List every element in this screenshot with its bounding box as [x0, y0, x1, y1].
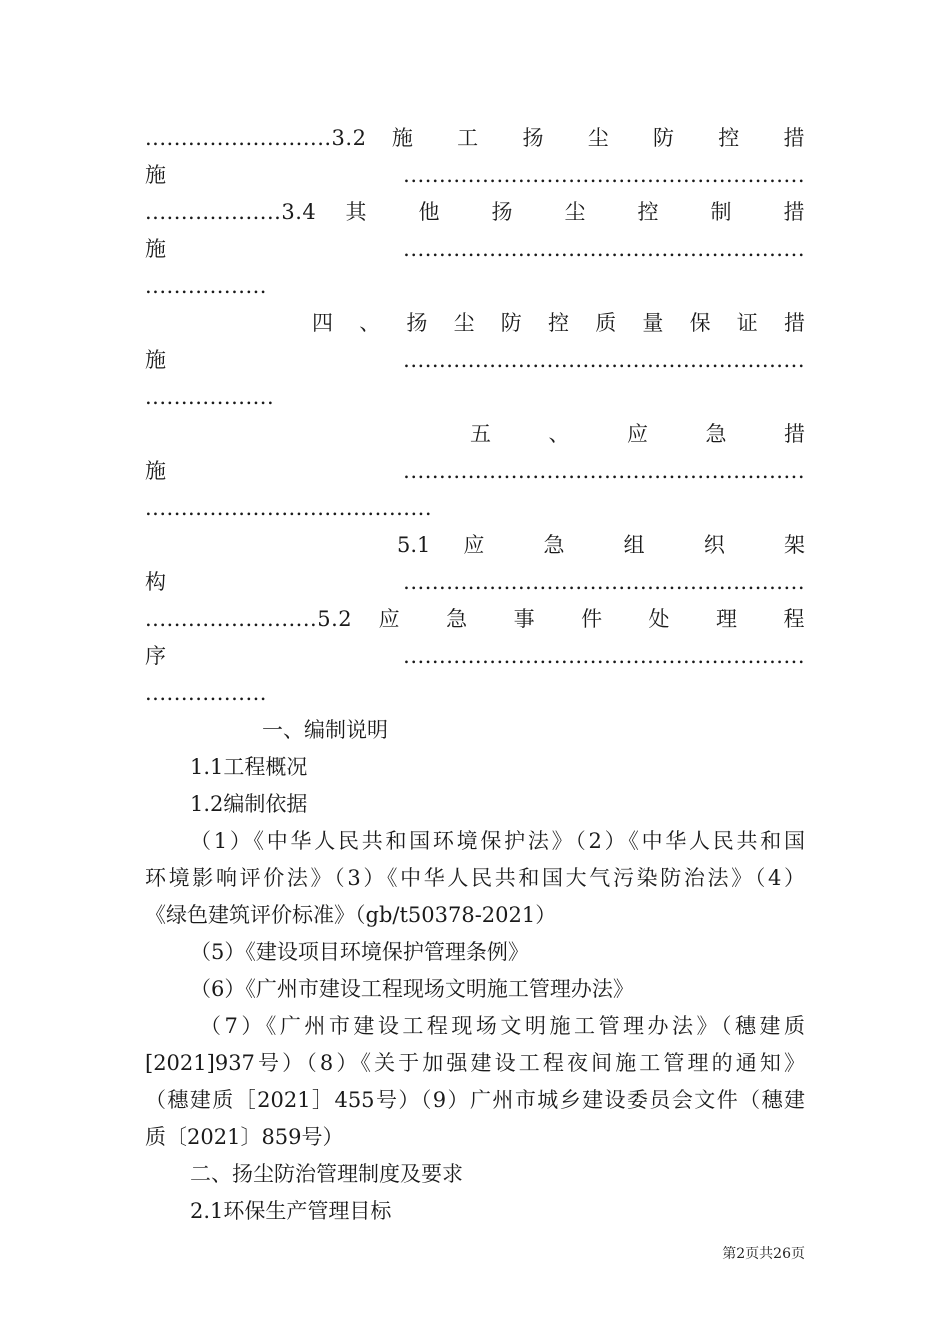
paragraph-line: 《绿色建筑评价标准》（gb/t50378-2021） [145, 903, 557, 927]
section-heading: 二、扬尘防治管理制度及要求 [190, 1162, 463, 1186]
paragraph-line: （穗建质［2021］455号）（9）广州市城乡建设委员会文件（穗建 [145, 1088, 805, 1112]
toc-line: 构........................................................ [145, 570, 805, 594]
section-heading: 一、编制说明 [262, 718, 388, 742]
toc-line: ................. [145, 681, 267, 705]
subsection-heading: 1.1工程概况 [190, 755, 308, 779]
toc-line: ........................................ [145, 496, 433, 520]
page-number: 第2页共26页 [722, 1246, 805, 1262]
toc-line: ........................5.2 应 急 事 件 处 理 程 [145, 607, 805, 631]
toc-line: 施........................................................ [145, 459, 805, 483]
subsection-heading: 1.2编制依据 [190, 792, 308, 816]
toc-line: ..........................3.2 施 工 扬 尘 防 控 措 [145, 126, 805, 150]
paragraph-line: （6）《广州市建设工程现场文明施工管理办法》 [190, 977, 634, 1001]
toc-line: 施........................................................ [145, 237, 805, 261]
toc-line: ................. [145, 274, 267, 298]
paragraph-line: （5）《建设项目环境保护管理条例》 [190, 940, 529, 964]
toc-line: .................. [145, 385, 275, 409]
toc-line: 施........................................................ [145, 348, 805, 372]
toc-line: 施........................................................ [145, 163, 805, 187]
toc-line: 5.1 应 急 组 织 架 [397, 533, 805, 557]
toc-line: 序........................................................ [145, 644, 805, 668]
paragraph-line: [2021]937号）（8）《关于加强建设工程夜间施工管理的通知》 [145, 1051, 805, 1075]
subsection-heading: 2.1环保生产管理目标 [190, 1199, 392, 1223]
toc-line: ...................3.4 其 他 扬 尘 控 制 措 [145, 200, 805, 224]
paragraph-line: 质〔2021〕859号） [145, 1125, 344, 1149]
toc-line: 四 、 扬 尘 防 控 质 量 保 证 措 [312, 311, 805, 335]
paragraph-line: （1）《中华人民共和国环境保护法》（2）《中华人民共和国 [190, 829, 805, 853]
toc-line: 五 、 应 急 措 [470, 422, 805, 446]
paragraph-line: （7）《广州市建设工程现场文明施工管理办法》（穗建质 [200, 1014, 805, 1038]
paragraph-line: 环境影响评价法》（3）《中华人民共和国大气污染防治法》（4） [145, 866, 805, 890]
